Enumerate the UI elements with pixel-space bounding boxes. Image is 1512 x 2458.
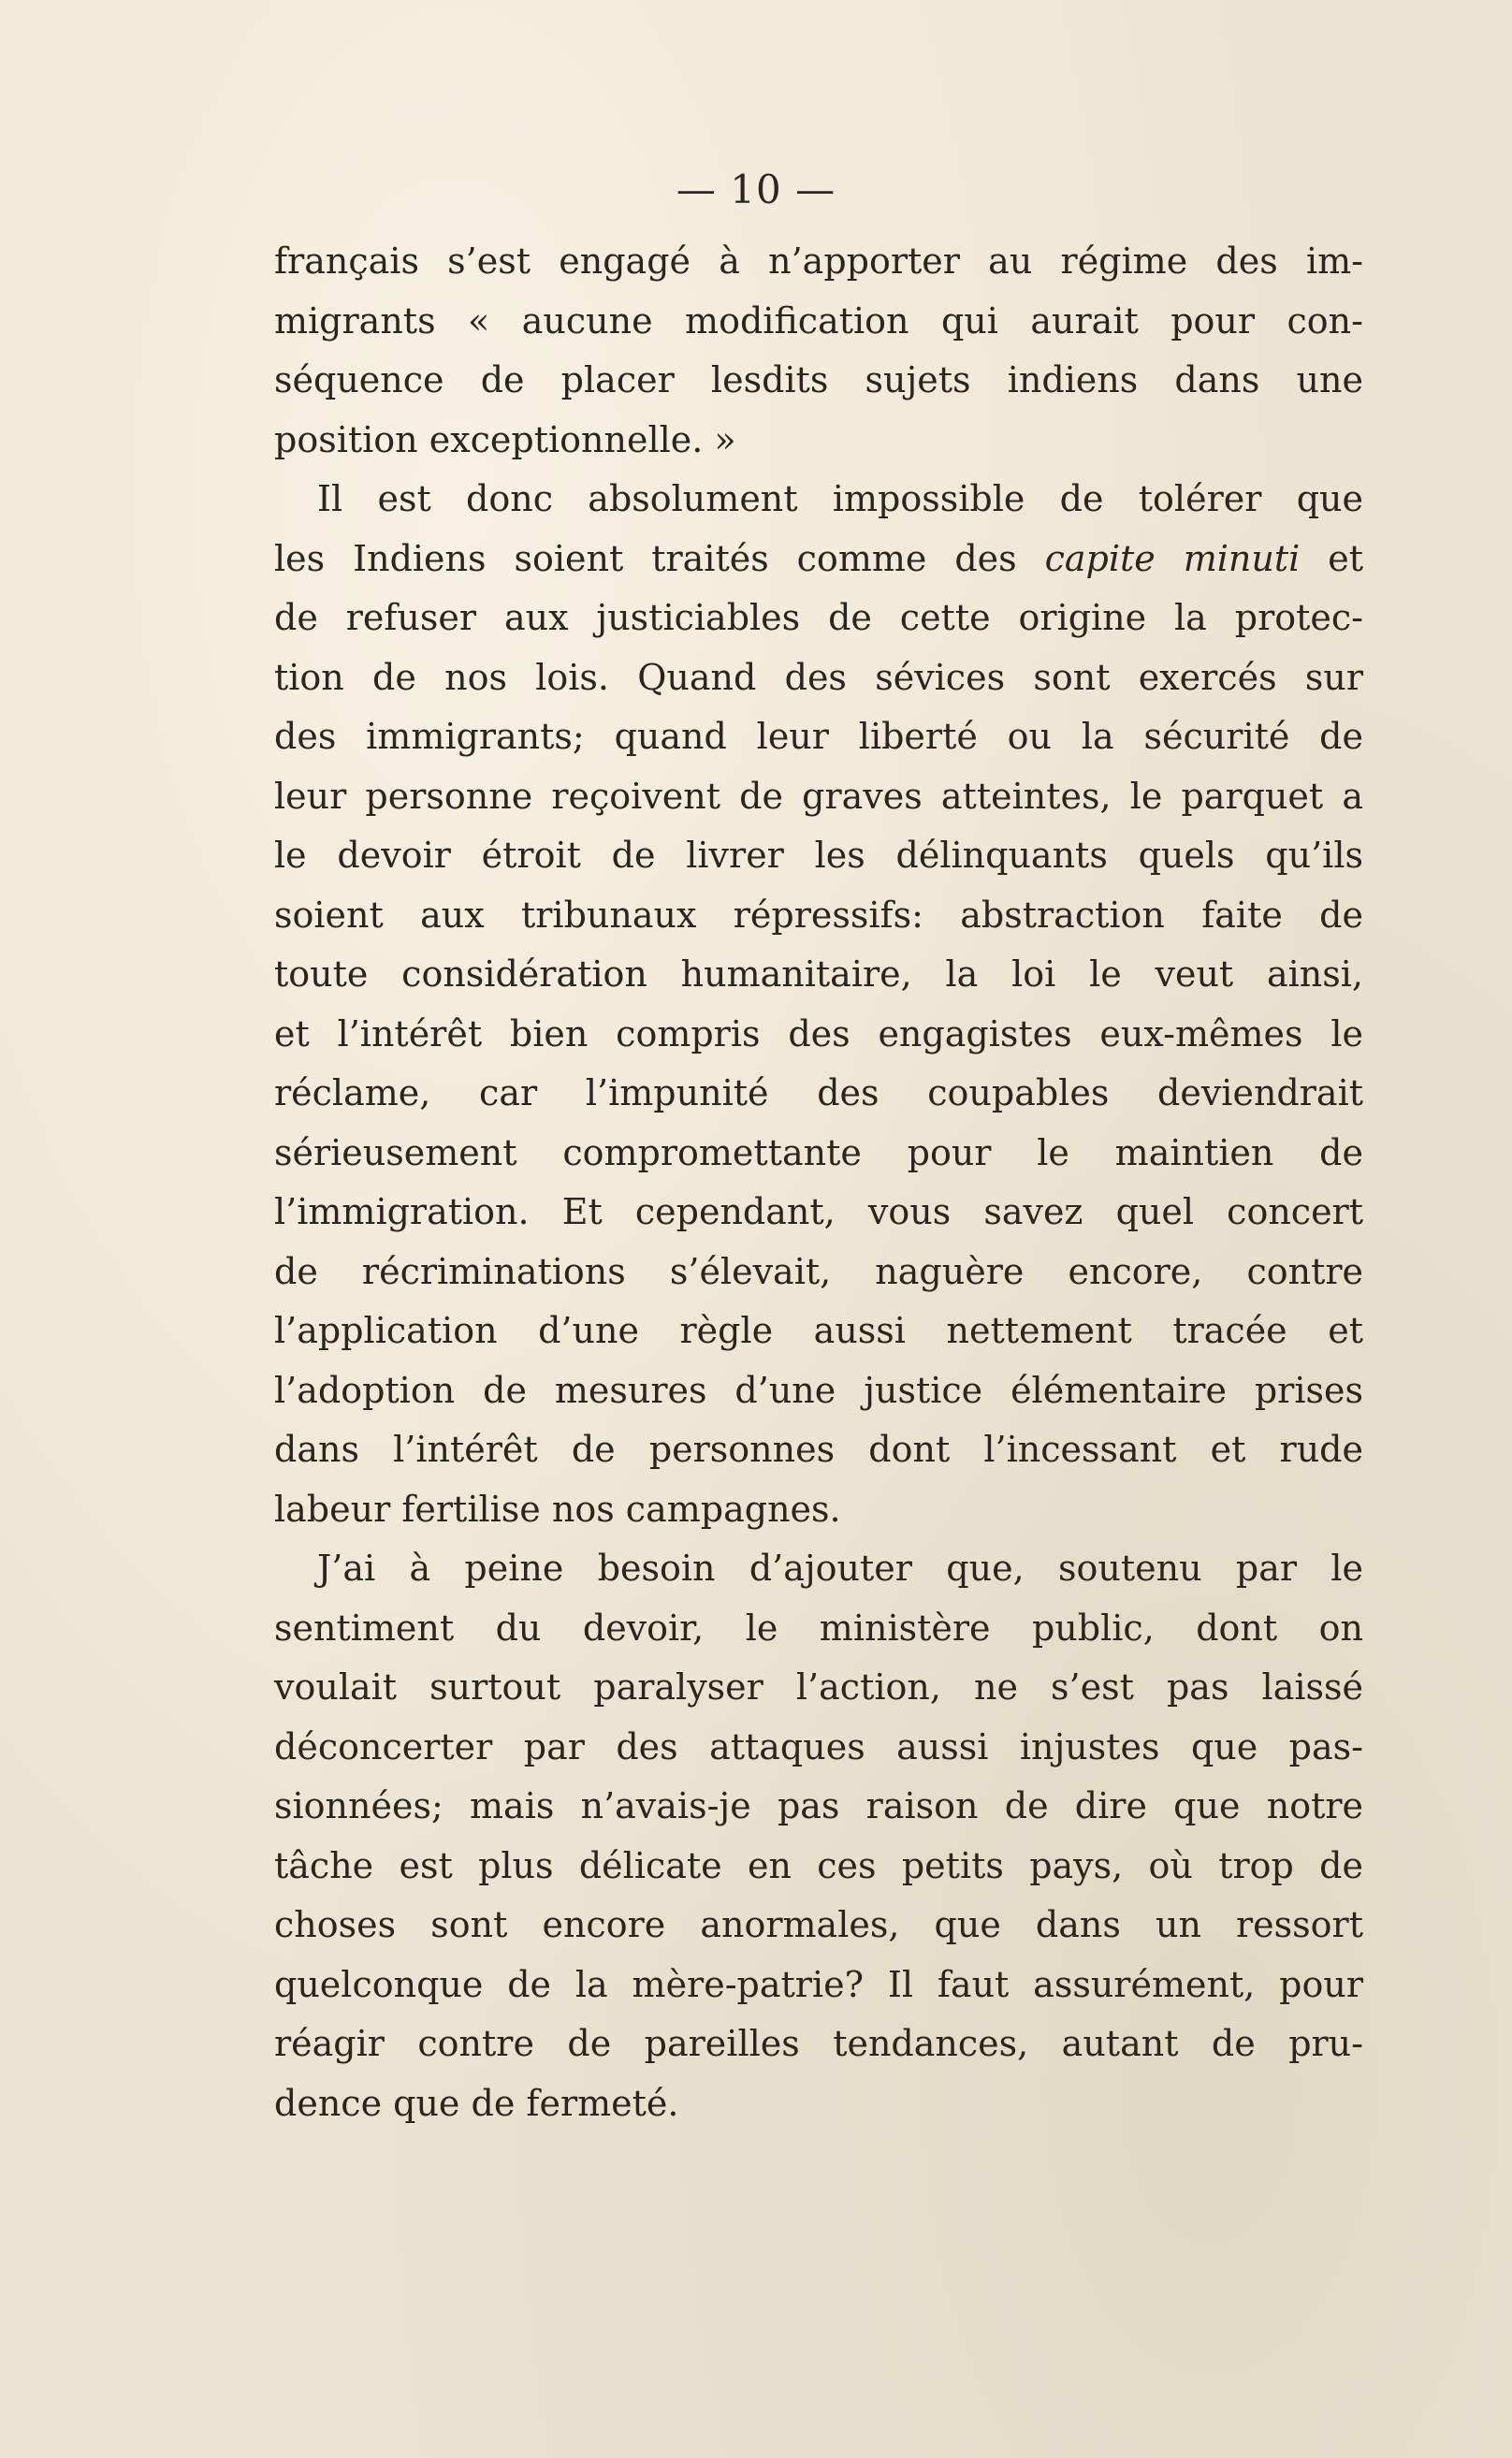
text-line: déconcerter par des attaques aussi injustes que pas- [274,1725,1363,1767]
text-line: sionnées; mais n’avais-je pas raison de dire que notre [274,1785,1363,1826]
text-line: français s’est engagé à n’apporter au régime des im- [274,240,1363,282]
text-line: et l’intérêt bien compris des engagistes eux-mêmes le [274,1012,1363,1054]
text-line: position exceptionnelle. » [274,418,736,460]
text-line: réclame, car l’impunité des coupables deviendrait [274,1072,1363,1113]
text-line: choses sont encore anormales, que dans un ressort [274,1904,1363,1945]
text-line: séquence de placer lesdits sujets indiens dans une [274,359,1363,400]
body-text [274,232,1363,2133]
text-line: tâche est plus délicate en ces petits pays, où trop de [274,1844,1363,1886]
text-line: sentiment du devoir, le ministère public, dont on [274,1607,1363,1649]
text-line: quelconque de la mère-patrie? Il faut assurément, pour [274,1963,1363,2005]
italic-latin-phrase: capite minuti [1044,537,1301,579]
paragraph-start-line: J’ai à peine besoin d’ajouter que, soutenu par le [317,1548,1363,1589]
text-line: toute considération humanitaire, la loi le veut ainsi, [274,953,1363,995]
text-line: des immigrants; quand leur liberté ou la sécurité de [274,716,1363,757]
text-segment: les Indiens soient traités comme des [274,537,1045,579]
text-line: de récriminations s’élevait, naguère encore, contre [274,1250,1363,1292]
text-line: migrants « aucune modification qui aurait pour con- [274,299,1363,342]
text-line: tion de nos lois. Quand des sévices sont exercés sur [274,656,1363,698]
text-line: l’adoption de mesures d’une justice élémentaire prises [274,1369,1363,1411]
text-segment: et [1300,537,1363,579]
text-line: soient aux tribunaux répressifs: abstraction faite de [274,894,1363,936]
text-line: voulait surtout paralyser l’action, ne s’est pas laissé [274,1666,1363,1708]
paragraph-start-line: Il est donc absolument impossible de tolérer que [317,478,1363,519]
text-line: l’immigration. Et cependant, vous savez quel concert [274,1191,1363,1232]
text-line [274,530,1363,589]
text-line: leur personne reçoivent de graves atteintes, le parquet a [274,775,1363,817]
text-line: le devoir étroit de livrer les délinquants quels qu’ils [274,835,1363,876]
text-line: dans l’intérêt de personnes dont l’incessant et rude [274,1429,1363,1470]
text-line: dence que de fermeté. [274,2082,679,2124]
text-line: l’application d’une règle aussi nettement tracée et [274,1310,1363,1351]
text-line: sérieusement compromettante pour le maintien de [274,1131,1363,1173]
text-line: de refuser aux justiciables de cette origine la protec- [274,597,1363,638]
page-number: — 10 — [676,167,836,212]
text-line: réagir contre de pareilles tendances, autant de pru- [274,2023,1363,2064]
text-line: labeur fertilise nos campagnes. [274,1488,841,1530]
